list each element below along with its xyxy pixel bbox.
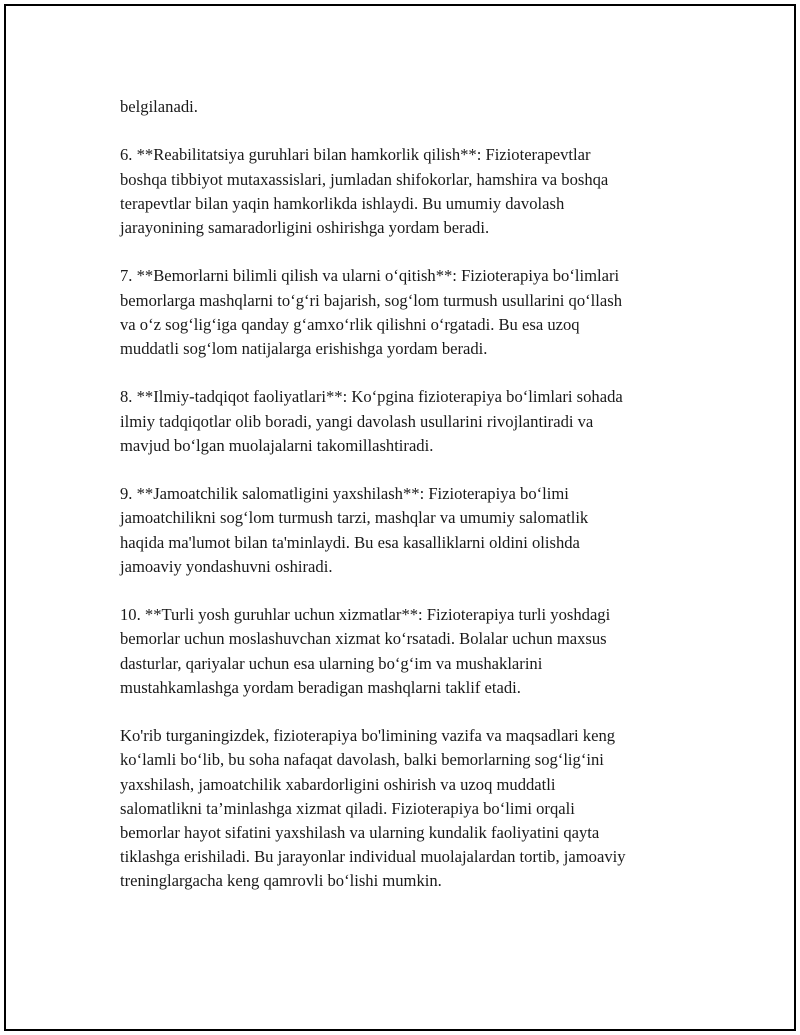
paragraph-continuation: belgilanadi. bbox=[120, 97, 198, 116]
paragraph-item-10: 10. **Turli yosh guruhlar uchun xizmatlar**: Fizioterapiya turli yoshdagi bemorlar uchun moslashuvchan xizmat ko‘rsatadi. Bolalar uchun maxsus dasturlar, qariyalar uchun esa ularning bo‘g‘im va mushaklarini mustahkamlashga yordam beradigan mashqlarni taklif etadi. bbox=[120, 605, 611, 697]
paragraph-item-9: 9. **Jamoatchilik salomatligini yaxshilash**: Fizioterapiya bo‘limi jamoatchilikni sog‘lom turmush tarzi, mashqlar va umumiy salomatlik haqida ma'lumot bilan ta'minlaydi. Bu esa kasalliklarni oldini olishda jamoaviy yondashuvni oshiradi. bbox=[120, 484, 589, 576]
paragraph-conclusion: Ko'rib turganingizdek, fizioterapiya bo'limining vazifa va maqsadlari keng ko‘lamli bo‘lib, bu soha nafaqat davolash, balki bemorlarning sog‘lig‘ini yaxshilash, jamoatchilik xabardorligini oshirish va uzoq muddatli salomatlikni ta’minlashga xizmat qiladi. Fizioterapiya bo‘limi orqali bemorlar hayot sifatini yaxshilash va ularning kundalik faoliyatini qayta tiklashga erishiladi. Bu jarayonlar individual muolajalardan tortib, jamoaviy treninglargacha keng qamrovli bo‘lishi mumkin. bbox=[120, 726, 626, 891]
document-body bbox=[120, 95, 700, 918]
paragraph-item-8: 8. **Ilmiy-tadqiqot faoliyatlari**: Ko‘pgina fizioterapiya bo‘limlari sohada ilmiy tadqiqotlar olib boradi, yangi davolash usullarini rivojlantiradi va mavjud bo‘lgan muolajalarni takomillashtiradi. bbox=[120, 387, 623, 455]
document-page bbox=[4, 4, 796, 1031]
paragraph-item-6: 6. **Reabilitatsiya guruhlari bilan hamkorlik qilish**: Fizioterapevtlar boshqa tibbiyot mutaxassislari, jumladan shifokorlar, hamshira va boshqa terapevtlar bilan yaqin hamkorlikda ishlaydi. Bu umumiy davolash jarayonining samaradorligini oshirishga yordam beradi. bbox=[120, 145, 609, 237]
paragraph-item-7: 7. **Bemorlarni bilimli qilish va ularni o‘qitish**: Fizioterapiya bo‘limlari bemorlarga mashqlarni to‘g‘ri bajarish, sog‘lom turmush usullarini qo‘llash va o‘z sog‘lig‘iga qanday g‘amxo‘rlik qilishni o‘rgatadi. Bu esa uzoq muddatli sog‘lom natijalarga erishishga yordam beradi. bbox=[120, 266, 623, 358]
